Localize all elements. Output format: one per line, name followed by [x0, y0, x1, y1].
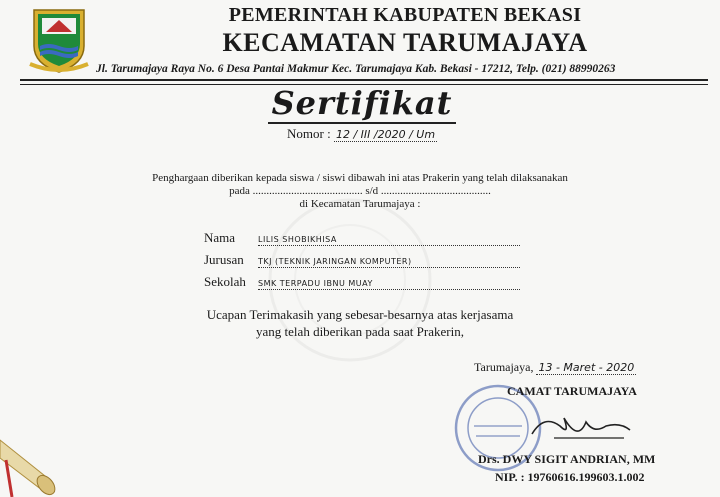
nama-value: LILIS SHOBIKHISA [258, 235, 520, 246]
sekolah-label: Sekolah [204, 274, 246, 289]
rolled-scroll-ornament [0, 420, 70, 497]
nomor-label: Nomor : [287, 126, 331, 141]
district-name: KECAMATAN TARUMAJAYA [222, 28, 588, 57]
nama-label: Nama [204, 230, 236, 245]
office-title: CAMAT TARUMAJAYA [507, 384, 637, 398]
closing-line-2: yang telah diberikan pada saat Prakerin, [256, 324, 464, 339]
government-name: PEMERINTAH KABUPATEN BEKASI [228, 4, 582, 26]
sekolah-value: SMK TERPADU IBNU MUAY [258, 279, 520, 290]
signatory-nip: NIP. : 19760616.199603.1.002 [495, 470, 645, 484]
sekolah-row [204, 274, 520, 296]
signing-date: 13 - Maret - 2020 [538, 361, 635, 374]
nomor-value: 12 / III /2020 / Um [335, 128, 436, 141]
header-thick-rule [20, 79, 708, 81]
place-label: Tarumajaya, [474, 360, 534, 374]
jurusan-row [204, 252, 520, 274]
intro-line-1: Penghargaan diberikan kepada siswa / siswi dibawah ini atas Prakerin yang telah dilaksanakan [152, 172, 568, 184]
closing-text [0, 306, 720, 340]
signatory-name: Drs. DWY SIGIT ANDRIAN, MM [478, 452, 656, 466]
certificate-number [287, 126, 437, 142]
certificate-title-text: Sertifikat [268, 84, 457, 124]
office-address: Jl. Tarumajaya Raya No. 6 Desa Pantai Makmur Kec. Tarumajaya Kab. Bekasi - 17212, Telp. (021) 88990263 [96, 63, 616, 75]
intro-line-2: pada ........................................ s/d ........................................ [229, 185, 491, 197]
certificate-title [0, 84, 720, 122]
intro-text [0, 172, 720, 211]
place-and-date [474, 360, 636, 375]
handwritten-signature [524, 404, 634, 446]
jurusan-value: TKJ (TEKNIK JARINGAN KOMPUTER) [258, 257, 520, 268]
closing-line-1: Ucapan Terimakasih yang sebesar-besarnya atas kerjasama [206, 307, 514, 322]
intro-line-3: di Kecamatan Tarumajaya : [299, 198, 421, 210]
nama-row [204, 230, 520, 252]
recipient-fields [204, 230, 520, 296]
jurusan-label: Jurusan [204, 252, 244, 267]
